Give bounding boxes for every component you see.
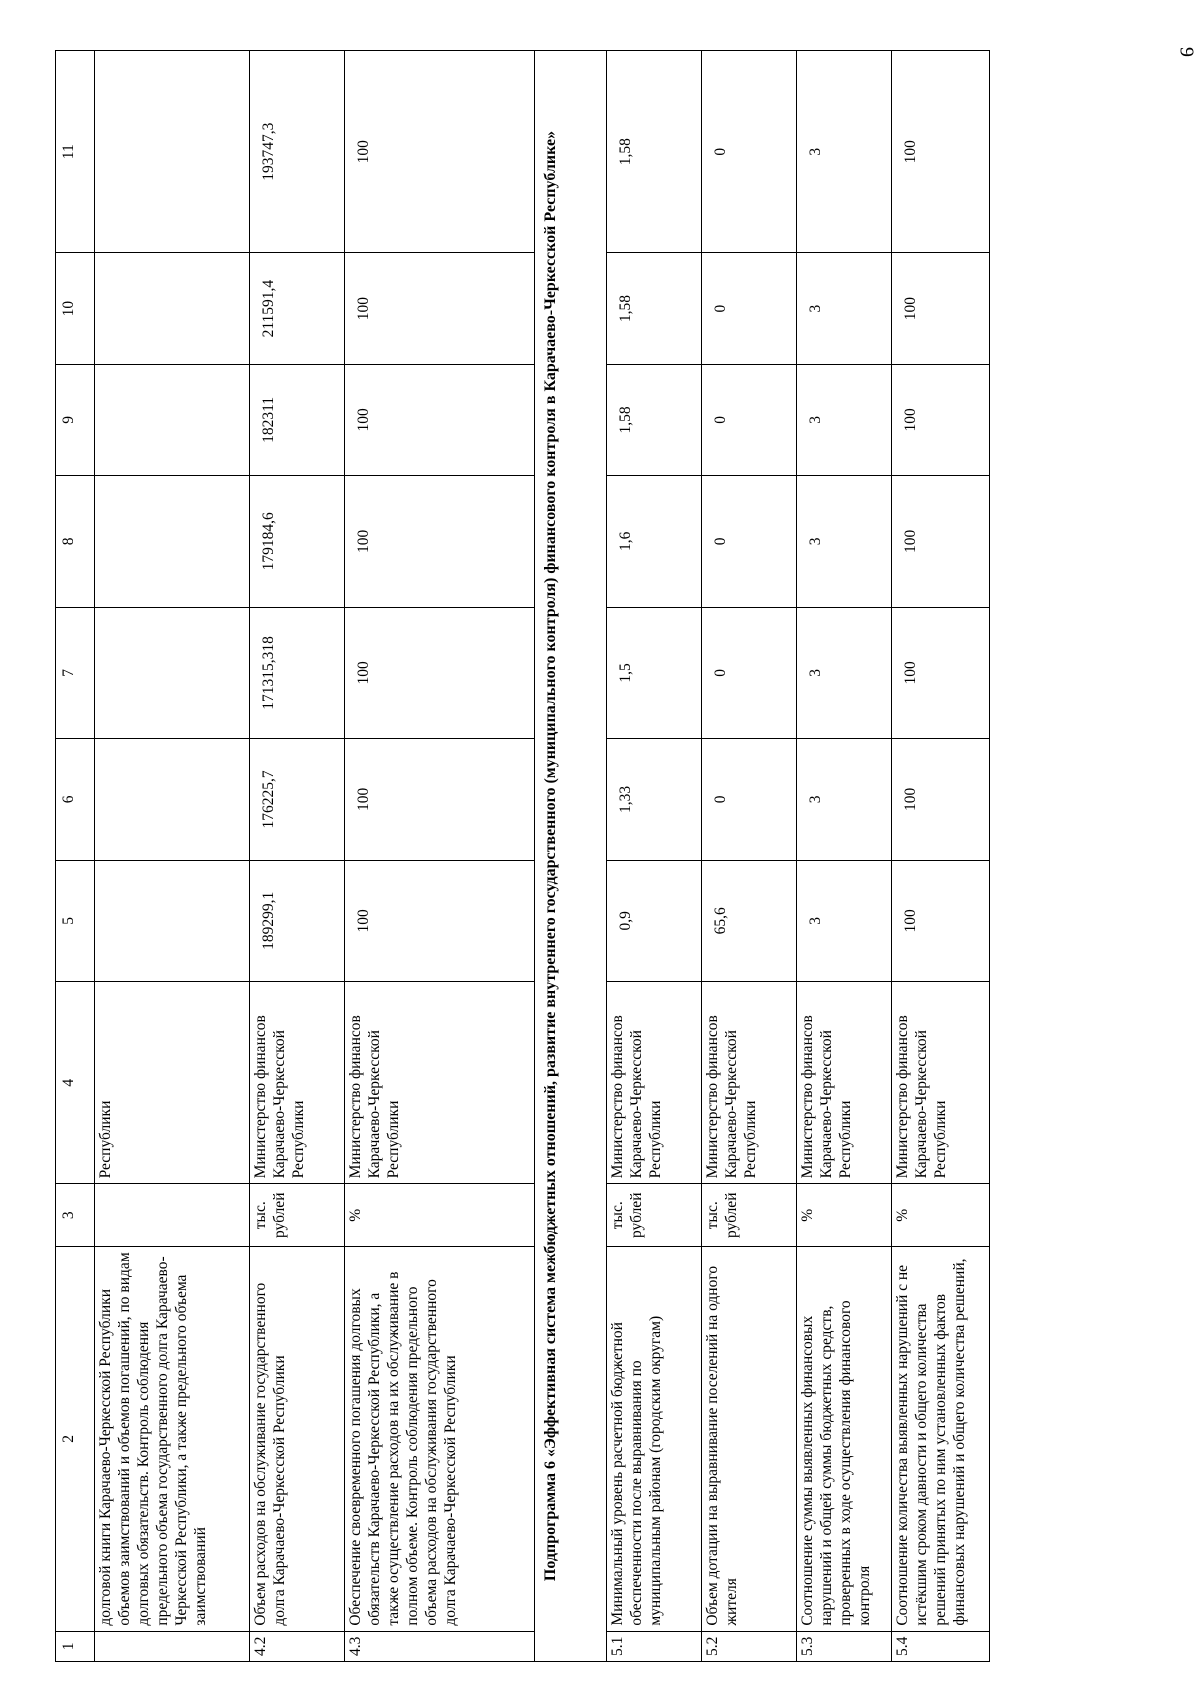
value-col-7: 100: [892, 607, 990, 739]
row-number: 5.2: [702, 1631, 797, 1661]
row-number: 4.3: [345, 1631, 535, 1661]
section-title-row: [535, 51, 607, 1662]
value-col-11: [95, 51, 250, 253]
value-col-11: 193747,3: [250, 51, 345, 253]
value-col-10: 100: [892, 253, 990, 364]
value-col-9: 1,58: [607, 364, 702, 475]
table-row: [797, 51, 892, 1662]
unit: [95, 1184, 250, 1247]
indicator-name: Соотношение суммы выявленных финансовых нарушений и общей суммы бюджетных средств, проверенных в ходе осуществления финансового контроля: [797, 1247, 892, 1632]
responsible: Министерство финансов Карачаево-Черкесской Республики: [607, 982, 702, 1184]
value-col-6: 0: [702, 739, 797, 860]
unit: %: [345, 1184, 535, 1247]
value-col-5: 3: [797, 860, 892, 981]
value-col-9: 0: [702, 364, 797, 475]
value-col-8: 0: [702, 476, 797, 608]
value-col-7: 0: [702, 607, 797, 739]
value-col-8: [95, 476, 250, 608]
value-col-10: 100: [345, 253, 535, 364]
row-number: 4.2: [250, 1631, 345, 1661]
value-col-6: 176225,7: [250, 739, 345, 860]
rotated-table-container: [55, 50, 1090, 1662]
unit: тыс. рублей: [607, 1184, 702, 1247]
col-header-4: 4: [56, 982, 95, 1184]
col-header-1: 1: [56, 1631, 95, 1661]
section-title: Подпрограмма 6 «Эффективная система межбюджетных отношений, развитие внутреннего государственного (муниципального контроля) финансового контроля в Карачаево-Черкесской Республике»: [535, 51, 607, 1662]
table-row: [345, 51, 535, 1662]
unit: %: [797, 1184, 892, 1247]
indicator-name: Обеспечение своевременного погашения долговых обязательств Карачаево-Черкесской Республики, а также осуществление расходов на их обслуживание в полном объеме. Контроль соблюдения предельного объема расходов на обслуживания государственного долга Карачаево-Черкесской Республики: [345, 1247, 535, 1632]
value-col-11: 3: [797, 51, 892, 253]
unit: %: [892, 1184, 990, 1247]
value-col-6: 100: [345, 739, 535, 860]
col-header-5: 5: [56, 860, 95, 981]
value-col-6: 1,33: [607, 739, 702, 860]
value-col-5: 189299,1: [250, 860, 345, 981]
table-row: [95, 51, 250, 1662]
value-col-9: 100: [892, 364, 990, 475]
value-col-8: 100: [345, 476, 535, 608]
responsible: Республики: [95, 982, 250, 1184]
row-number: [95, 1631, 250, 1661]
value-col-8: 3: [797, 476, 892, 608]
row-number: 5.3: [797, 1631, 892, 1661]
indicators-table: [55, 50, 990, 1662]
value-col-7: 100: [345, 607, 535, 739]
value-col-7: 171315,318: [250, 607, 345, 739]
responsible: Министерство финансов Карачаево-Черкесской Республики: [797, 982, 892, 1184]
value-col-7: [95, 607, 250, 739]
responsible: Министерство финансов Карачаево-Черкесской Республики: [345, 982, 535, 1184]
value-col-10: 0: [702, 253, 797, 364]
col-header-2: 2: [56, 1247, 95, 1632]
table-row: [250, 51, 345, 1662]
indicator-name: Объем расходов на обслуживание государственного долга Карачаево-Черкесской Республики: [250, 1247, 345, 1632]
table-row: [607, 51, 702, 1662]
value-col-9: [95, 364, 250, 475]
col-header-11: 11: [56, 51, 95, 253]
indicator-name: Соотношение количества выявленных нарушений с не истёкшим сроком давности и общего количества решений принятых по ним установленных фактов финансовых нарушений и общего количества решений,: [892, 1247, 990, 1632]
indicator-name: Объем дотации на выравнивание поселений на одного жителя: [702, 1247, 797, 1632]
value-col-5: 100: [892, 860, 990, 981]
value-col-11: 100: [892, 51, 990, 253]
value-col-10: 1,58: [607, 253, 702, 364]
col-header-3: 3: [56, 1184, 95, 1247]
value-col-6: 3: [797, 739, 892, 860]
col-header-7: 7: [56, 607, 95, 739]
value-col-8: 100: [892, 476, 990, 608]
responsible: Министерство финансов Карачаево-Черкесской Республики: [892, 982, 990, 1184]
value-col-6: 100: [892, 739, 990, 860]
responsible: Министерство финансов Карачаево-Черкесской Республики: [702, 982, 797, 1184]
responsible: Министерство финансов Карачаево-Черкесской Республики: [250, 982, 345, 1184]
unit: тыс. рублей: [250, 1184, 345, 1247]
value-col-10: [95, 253, 250, 364]
value-col-5: 0,9: [607, 860, 702, 981]
header-row: [56, 51, 95, 1662]
unit: тыс. рублей: [702, 1184, 797, 1247]
value-col-7: 3: [797, 607, 892, 739]
col-header-9: 9: [56, 364, 95, 475]
indicator-name: Минимальный уровень расчетной бюджетной обеспеченности после выравнивания по муниципальным районам (городским округам): [607, 1247, 702, 1632]
table-row: [892, 51, 990, 1662]
value-col-11: 100: [345, 51, 535, 253]
value-col-8: 1,6: [607, 476, 702, 608]
col-header-6: 6: [56, 739, 95, 860]
row-number: 5.4: [892, 1631, 990, 1661]
value-col-11: 1,58: [607, 51, 702, 253]
value-col-9: 100: [345, 364, 535, 475]
value-col-9: 182311: [250, 364, 345, 475]
value-col-6: [95, 739, 250, 860]
value-col-10: 211591,4: [250, 253, 345, 364]
value-col-5: 100: [345, 860, 535, 981]
value-col-9: 3: [797, 364, 892, 475]
table-row: [702, 51, 797, 1662]
page-number: 9: [1175, 47, 1198, 57]
col-header-10: 10: [56, 253, 95, 364]
col-header-8: 8: [56, 476, 95, 608]
value-col-11: 0: [702, 51, 797, 253]
value-col-7: 1,5: [607, 607, 702, 739]
row-number: 5.1: [607, 1631, 702, 1661]
indicator-name: долговой книги Карачаево-Черкесской Республики объемов заимствований и объемов погашений, по видам долговых обязательств. Контроль соблюдения предельного объема государственного долга Карачаево-Черкесской Республики, а также предельного объема заимствований: [95, 1247, 250, 1632]
value-col-8: 179184,6: [250, 476, 345, 608]
value-col-10: 3: [797, 253, 892, 364]
value-col-5: [95, 860, 250, 981]
value-col-5: 65,6: [702, 860, 797, 981]
